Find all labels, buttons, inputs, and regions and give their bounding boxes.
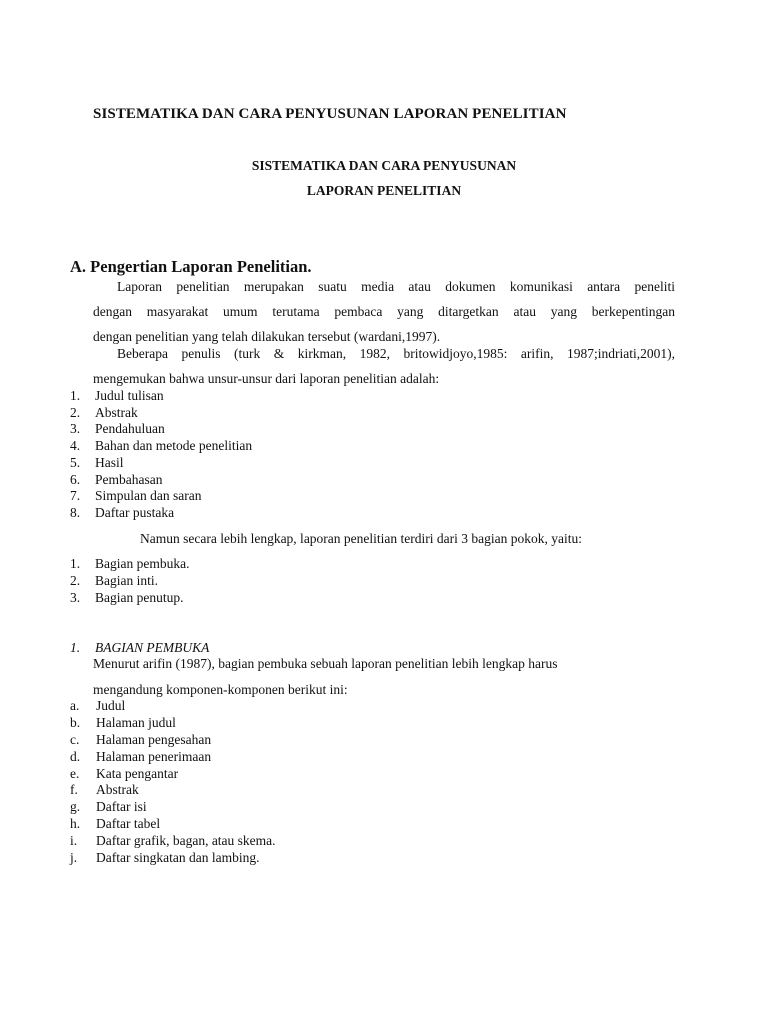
para1-line-3: dengan penelitian yang telah dilakukan tersebut (wardani,1997). — [93, 329, 441, 344]
para1-line-2: dengan masyarakat umum terutama pembaca yang ditargetkan atau yang berkepentingan — [93, 304, 675, 319]
para2-line-1: Beberapa penulis (turk & kirkman, 1982, britowidjoyo,1985: arifin, 1987;indriati,2001), — [117, 346, 675, 361]
bagian-pembuka-heading: BAGIAN PEMBUKA — [95, 640, 210, 655]
para3: Namun secara lebih lengkap, laporan penelitian terdiri dari 3 bagian pokok, yaitu: — [140, 531, 582, 546]
document-title: SISTEMATIKA DAN CARA PENYUSUNAN LAPORAN PENELITIAN — [93, 106, 567, 122]
subtitle-line-1: SISTEMATIKA DAN CARA PENYUSUNAN — [251, 158, 517, 173]
para2-line-2: mengemukan bahwa unsur-unsur dari laporan penelitian adalah: — [93, 371, 440, 386]
bagian-pembuka-para-line-2: mengandung komponen-komponen berikut ini: — [93, 682, 348, 697]
para1-line-1: Laporan penelitian merupakan suatu media atau dokumen komunikasi antara peneliti — [117, 279, 675, 294]
subtitle-line-2: LAPORAN PENELITIAN — [306, 183, 462, 198]
bagian-pembuka-number: 1. — [70, 640, 81, 655]
bagian-pembuka-para-line-1: Menurut arifin (1987), bagian pembuka sebuah laporan penelitian lebih lengkap harus — [93, 656, 558, 671]
section-a-heading: A. Pengertian Laporan Penelitian. — [70, 257, 312, 276]
